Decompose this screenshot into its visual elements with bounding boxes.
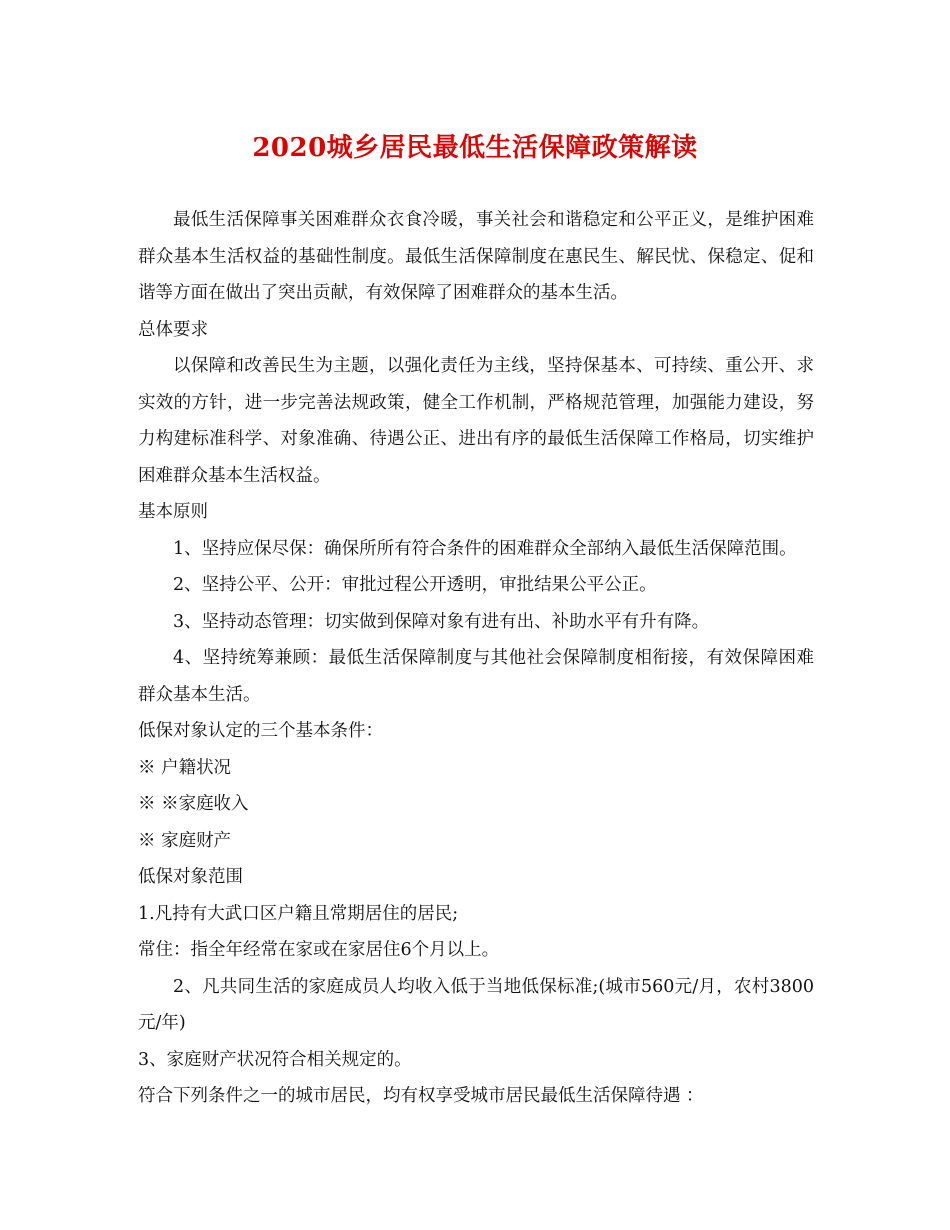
overall-requirements-paragraph: 以保障和改善民生为主题，以强化责任为主线，坚持保基本、可持续、重公开、求实效的方针，进一步完善法规政策，健全工作机制，严格规范管理，加强能力建设，努力构建标准科学、对象准确、待遇公正、进出有序的最低生活保障工作格局，切实维护困难群众基本生活权益。 (138, 356, 814, 486)
condition-item-household-property: ※ 家庭财产 (138, 830, 232, 851)
document-body (138, 202, 814, 1115)
section-heading-basic-principles: 基本原则 (138, 502, 208, 522)
section-heading-eligible-scope: 低保对象范围 (138, 867, 243, 887)
principle-item-2: 2、坚持公平、公开：审批过程公开透明，审批结果公平公正。 (173, 575, 657, 595)
principle-item-1: 1、坚持应保尽保：确保所所有符合条件的困难群众全部纳入最低生活保障范围。 (173, 538, 797, 559)
condition-item-household-registration: ※ 户籍状况 (138, 757, 232, 778)
condition-item-household-income: ※ ※家庭收入 (138, 794, 249, 814)
principle-item-4: 4、坚持统筹兼顾：最低生活保障制度与其他社会保障制度相衔接，有效保障困难群众基本生活。 (138, 648, 814, 705)
scope-item-1: 1.凡持有大武口区户籍且常期居住的居民; (138, 903, 459, 924)
document-title: 2020城乡居民最低生活保障政策解读 (252, 133, 698, 163)
intro-paragraph: 最低生活保障事关困难群众衣食冷暖，事关社会和谐稳定和公平正义，是维护困难群众基本生活权益的基础性制度。最低生活保障制度在惠民生、解民忧、保稳定、促和谐等方面在做出了突出贡献，有效保障了困难群众的基本生活。 (138, 210, 814, 303)
urban-eligibility-intro: 符合下列条件之一的城市居民，均有权享受城市居民最低生活保障待遇 ： (138, 1086, 704, 1106)
scope-item-2: 2、凡共同生活的家庭成员人均收入低于当地低保标准;(城市560元/月，农村3800元/年) (138, 976, 814, 1033)
principle-item-3: 3、坚持动态管理：切实做到保障对象有进有出、补助水平有升有降。 (173, 611, 710, 632)
section-heading-overall-requirements: 总体要求 (138, 319, 208, 340)
section-heading-basic-conditions: 低保对象认定的三个基本条件： (138, 721, 383, 741)
scope-item-3: 3、家庭财产状况符合相关规定的。 (138, 1049, 412, 1070)
scope-note-residence: 常住：指全年经常在家或在家居住6个月以上。 (138, 940, 500, 960)
